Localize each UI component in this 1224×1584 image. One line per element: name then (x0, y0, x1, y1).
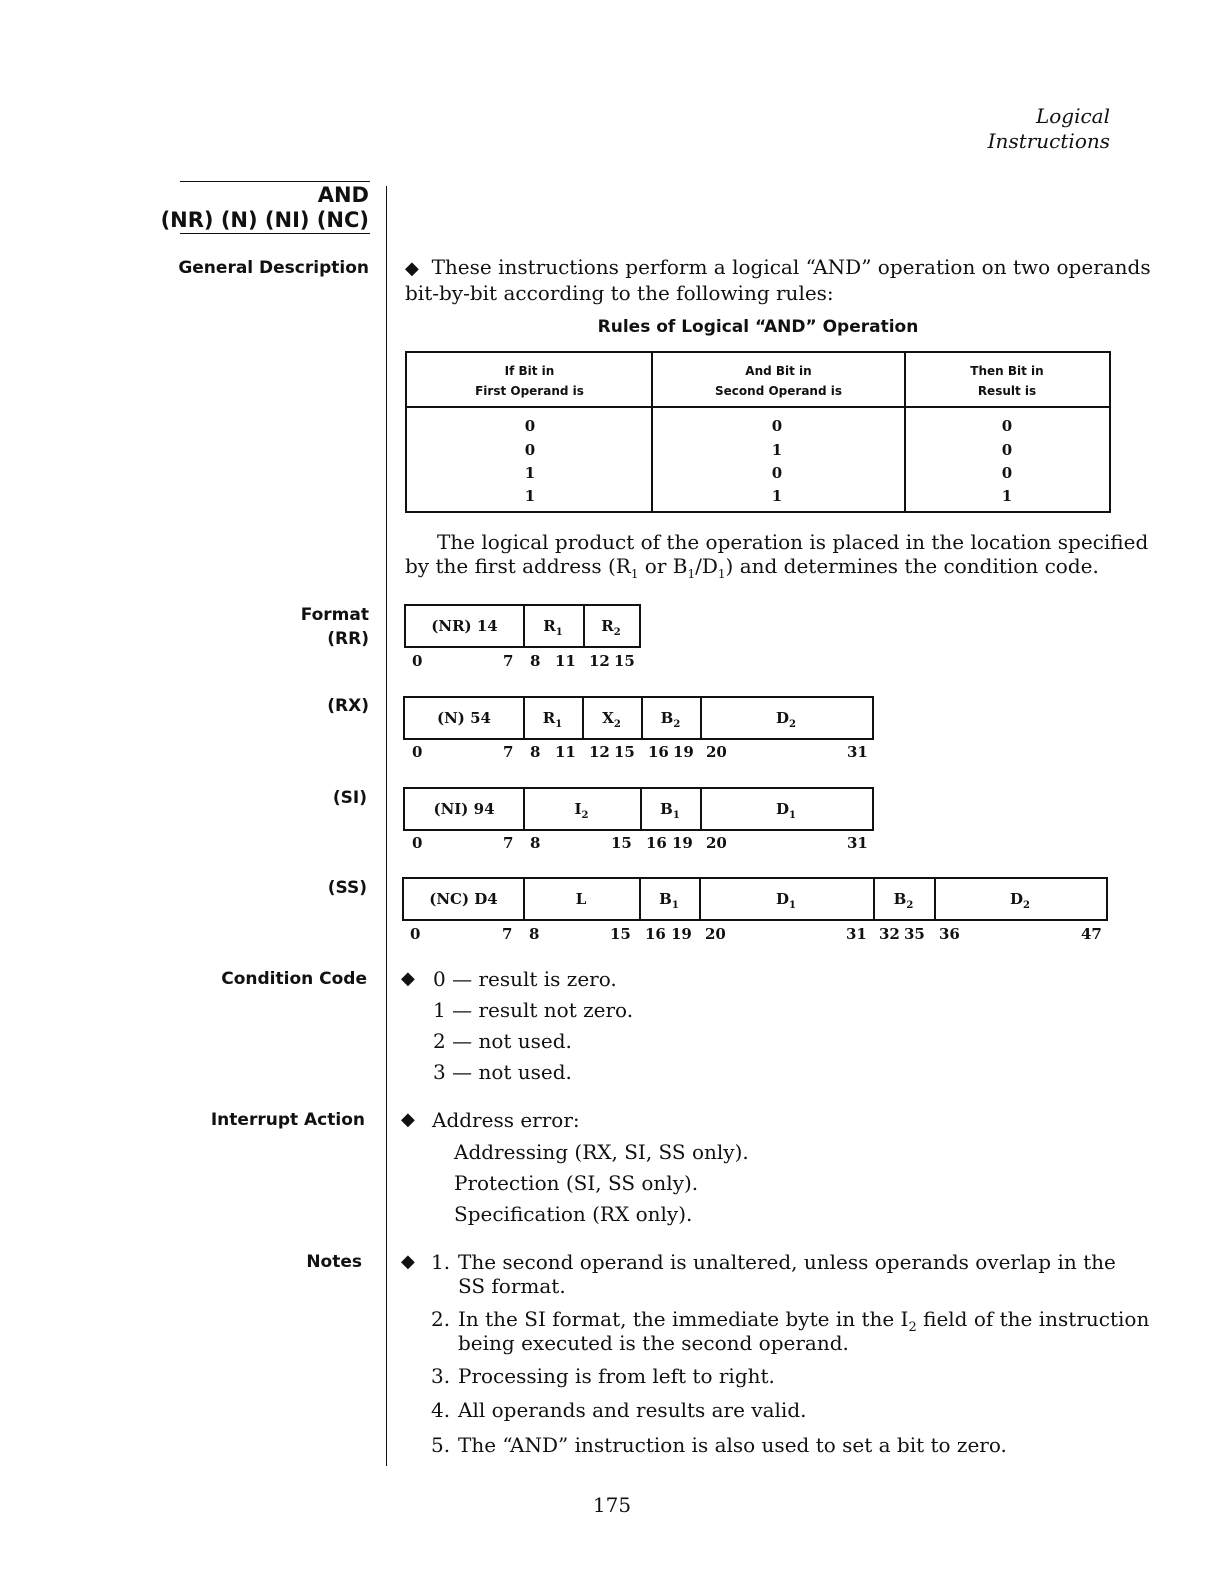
interrupt-item: Specification (RX only). (454, 1202, 693, 1226)
table-header-result (905, 353, 1109, 408)
bit-number: 0 (412, 652, 423, 670)
field-letter: B (893, 890, 907, 908)
interrupt-item: Addressing (RX, SI, SS only). (454, 1140, 749, 1164)
field-subscript: 1 (672, 810, 680, 821)
note-2-line2: being executed is the second operand. (458, 1331, 849, 1355)
bit-number: 0 (412, 834, 423, 852)
field-subscript: 2 (789, 719, 796, 730)
rr-r2-field (583, 617, 639, 642)
interrupt-item: Protection (SI, SS only). (454, 1171, 699, 1195)
running-head-line2: Instructions (987, 129, 1110, 153)
page-number: 175 (592, 1493, 632, 1517)
bit-number: 7 (503, 652, 514, 670)
bit-number: 8 (530, 652, 541, 670)
text-run: or B (638, 554, 688, 578)
bit-number: 47 (1081, 925, 1102, 943)
bit-number: 8 (530, 743, 541, 761)
subscript: 1 (687, 567, 696, 581)
bit-number: 20 (706, 834, 727, 852)
ss-b1-field (639, 890, 699, 915)
bit-number: 36 (939, 925, 960, 943)
table-cell: 1 (524, 487, 536, 505)
rr-op-field: (NR) 14 (431, 617, 498, 635)
and-rules-table (405, 351, 1111, 513)
field-letter: R (601, 617, 614, 635)
note-3: Processing is from left to right. (458, 1364, 775, 1388)
bit-number: 16 (646, 834, 667, 852)
condition-item: 2 — not used. (433, 1029, 572, 1053)
field-letter: R (542, 709, 556, 727)
subscript: 2 (908, 1320, 917, 1335)
product-text-line1: The logical product of the operation is placed in the location specified (437, 530, 1149, 554)
table-divider (904, 353, 906, 511)
bit-number: 8 (530, 834, 541, 852)
bit-number: 12 (589, 652, 610, 670)
text-run: ) and determines the condition code. (725, 554, 1099, 578)
bit-number: 19 (672, 834, 693, 852)
label-ss: (SS) (327, 878, 367, 898)
bit-number: 15 (611, 834, 632, 852)
rx-x2-field (582, 709, 641, 734)
field-subscript: 2 (673, 719, 681, 730)
field-letter: I (574, 800, 582, 818)
table-cell: 0 (1001, 417, 1013, 435)
title-rule-top (180, 181, 370, 182)
logical-product-paragraph (405, 530, 1149, 586)
bit-number: 7 (503, 834, 514, 852)
subscript: 1 (717, 567, 726, 581)
bit-number: 0 (412, 743, 423, 761)
note-5: The “AND” instruction is also used to set a bit to zero. (458, 1433, 1007, 1457)
ss-d2-field (934, 890, 1106, 915)
interrupt-heading: Address error: (432, 1108, 580, 1132)
rx-r1-field (523, 709, 582, 734)
field-subscript: 1 (789, 810, 796, 821)
table-cell: 0 (1001, 441, 1013, 459)
condition-item: 3 — not used. (433, 1060, 572, 1084)
ss-op-field: (NC) D4 (429, 890, 498, 908)
running-head-line1: Logical (1035, 104, 1110, 128)
bit-number: 12 (589, 743, 610, 761)
rx-b2-field (641, 709, 700, 734)
table-cell: 1 (771, 487, 783, 505)
si-i2-field (523, 800, 640, 825)
field-letter: B (660, 800, 673, 818)
general-paragraph (405, 255, 1151, 305)
condition-item: 0 — result is zero. (433, 967, 617, 991)
table-header-second-operand (652, 353, 905, 408)
bit-number: 15 (614, 652, 635, 670)
bit-number: 7 (502, 925, 513, 943)
field-letter: X (602, 709, 614, 727)
bit-number: 20 (706, 743, 727, 761)
table-cell: 1 (1001, 487, 1013, 505)
field-letter: R (543, 617, 556, 635)
rx-d2-field (700, 709, 872, 734)
si-op-field: (NI) 94 (433, 800, 495, 818)
bit-number: 35 (904, 925, 925, 943)
bullet-diamond-icon: ◆ (401, 1251, 415, 1272)
field-letter: D (1010, 890, 1024, 908)
bit-number: 11 (555, 743, 576, 761)
general-text-line1: These instructions perform a logical “AND” operation on two operands (431, 255, 1151, 279)
table-header-line: Result is (977, 384, 1037, 398)
bit-number: 31 (846, 925, 867, 943)
note-number: 1. (431, 1250, 451, 1274)
field-subscript: 1 (671, 900, 679, 911)
bullet-diamond-icon: ◆ (405, 258, 419, 279)
subscript: 1 (630, 567, 639, 581)
label-notes: Notes (306, 1252, 362, 1272)
note-1-line1: The second operand is unaltered, unless operands overlap in the (458, 1250, 1116, 1274)
table-cell: 0 (524, 441, 536, 459)
table-header-line: And Bit in (745, 364, 812, 378)
instruction-codes: (NR) (N) (NI) (NC) (160, 208, 369, 232)
ss-d1-field (699, 890, 873, 915)
text-run: In the SI format, the immediate byte in the I (458, 1307, 909, 1331)
field-letter: B (659, 890, 672, 908)
text-run: by the first address (R (405, 554, 631, 578)
rx-op-field: (N) 54 (436, 709, 491, 727)
table-caption: Rules of Logical “AND” Operation (597, 317, 919, 337)
field-subscript: 2 (613, 627, 621, 638)
condition-item: 1 — result not zero. (433, 998, 634, 1022)
table-cell: 1 (771, 441, 783, 459)
field-subscript: 1 (555, 719, 563, 730)
field-subscript: 2 (581, 810, 589, 821)
table-cell: 0 (771, 464, 783, 482)
ss-format-box (402, 877, 1108, 921)
table-cell: 0 (524, 417, 536, 435)
si-format-box (403, 787, 874, 831)
bit-number: 19 (671, 925, 692, 943)
field-subscript: 2 (613, 719, 621, 730)
text-run: /D (695, 554, 718, 578)
si-b1-field (640, 800, 700, 825)
product-text-line2 (405, 554, 1115, 586)
bit-number: 31 (847, 743, 868, 761)
table-header-line: If Bit in (504, 364, 555, 378)
ss-b2-field (873, 890, 934, 915)
bit-number: 16 (648, 743, 669, 761)
ss-l-field: L (575, 890, 587, 908)
rr-r1-field (523, 617, 583, 642)
table-cell: 0 (771, 417, 783, 435)
field-letter: D (776, 709, 790, 727)
field-subscript: 2 (906, 900, 914, 911)
field-letter: D (776, 800, 790, 818)
bit-number: 8 (529, 925, 540, 943)
bit-number: 15 (614, 743, 635, 761)
instruction-title: AND (317, 183, 369, 207)
table-header-line: Then Bit in (970, 364, 1044, 378)
field-subscript: 2 (1023, 900, 1030, 911)
label-general-description: General Description (178, 258, 369, 278)
running-head (988, 104, 1110, 154)
note-4: All operands and results are valid. (458, 1398, 807, 1422)
note-number: 5. (431, 1433, 451, 1457)
label-si: (SI) (332, 788, 367, 808)
table-header-first-operand (407, 353, 652, 408)
text-run: field of the instruction (916, 1307, 1150, 1331)
note-1-line2: SS format. (458, 1274, 566, 1298)
bit-number: 11 (555, 652, 576, 670)
field-letter: D (776, 890, 790, 908)
note-number: 2. (431, 1307, 451, 1331)
note-number: 3. (431, 1364, 451, 1388)
bit-number: 0 (410, 925, 421, 943)
table-divider (651, 353, 653, 511)
label-interrupt-action: Interrupt Action (210, 1110, 365, 1130)
table-cell: 1 (524, 464, 536, 482)
table-header-line: Second Operand is (715, 384, 842, 398)
field-subscript: 1 (789, 900, 796, 911)
bit-number: 15 (610, 925, 631, 943)
bit-number: 19 (673, 743, 694, 761)
label-rr: (RR) (327, 629, 369, 649)
bullet-diamond-icon: ◆ (401, 1109, 415, 1130)
general-text-line2: bit-by-bit according to the following rules: (405, 281, 834, 305)
column-divider (386, 186, 387, 1466)
bit-number: 32 (879, 925, 900, 943)
label-condition-code: Condition Code (221, 969, 367, 989)
label-format: Format (300, 605, 369, 625)
bit-number: 31 (847, 834, 868, 852)
rr-format-box (404, 604, 641, 648)
label-rx: (RX) (327, 696, 369, 716)
table-header-line: First Operand is (475, 384, 584, 398)
bit-number: 16 (645, 925, 666, 943)
bit-number: 20 (705, 925, 726, 943)
bullet-diamond-icon: ◆ (401, 968, 415, 989)
table-cell: 0 (1001, 464, 1013, 482)
rx-format-box (403, 696, 874, 740)
bit-number: 7 (503, 743, 514, 761)
field-subscript: 1 (555, 627, 563, 638)
si-d1-field (700, 800, 872, 825)
title-rule-bottom (180, 233, 370, 234)
field-letter: B (660, 709, 674, 727)
note-number: 4. (431, 1398, 451, 1422)
